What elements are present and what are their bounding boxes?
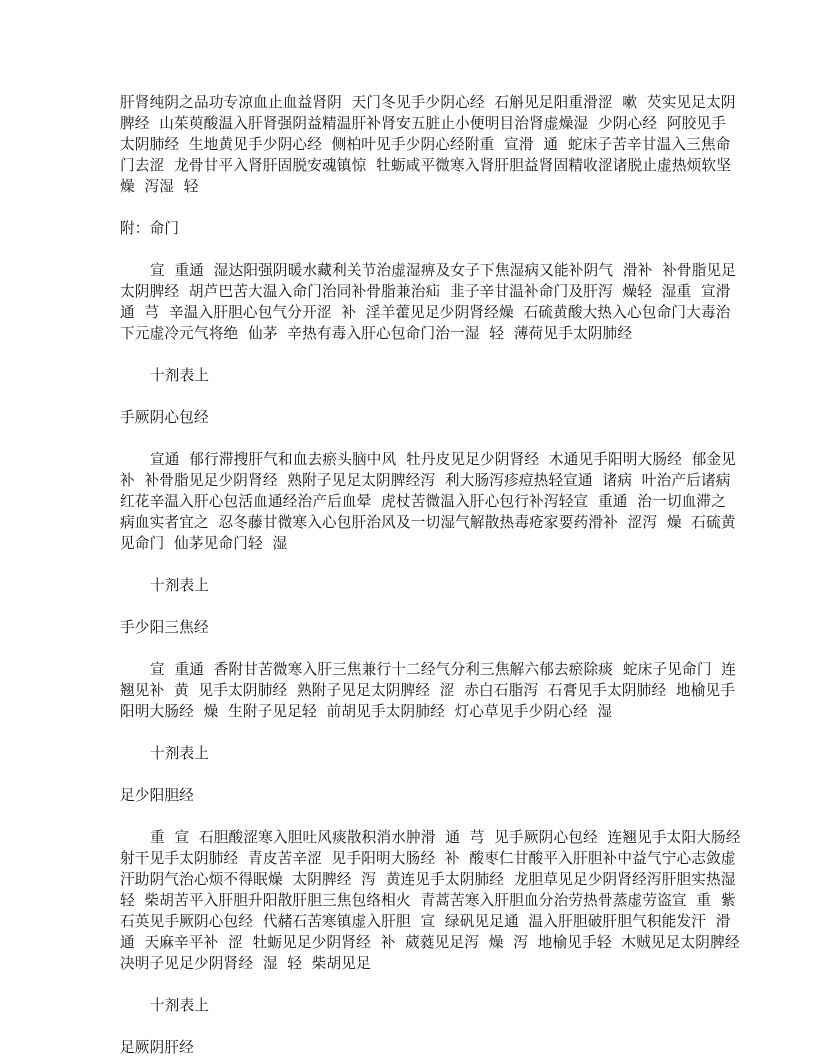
text-line: 宣 重通 湿达阳强阴暖水藏利关节治虚湿痹及女子下焦湿病又能补阴气 滑补 补骨脂见足 xyxy=(150,262,737,279)
section-heading-gallbladder: 足少阳胆经 xyxy=(120,787,194,804)
text-line: 脾经 山茱萸酸温入肝肾强阴益精温肝补肾安五脏止小便明目治肾虚燥湿 少阴心经 阿胶见手 xyxy=(120,115,726,132)
text-line: 阳明大肠经 燥 生附子见足轻 前胡见手太阴肺经 灯心草见手少阴心经 湿 xyxy=(120,703,613,720)
text-line: 病血实者宜之 忍冬藤甘微寒入心包肝治风及一切湿气解散热毒疮家要药滑补 涩泻 燥 石硫黄 xyxy=(120,514,736,531)
paragraph-pericardium-herbs xyxy=(120,449,737,554)
text-line: 太阴肺经 生地黄见手少阴心经 侧柏叶见手少阴心经附重 宣滑 通 蛇床子苦辛甘温入三焦命 xyxy=(120,136,731,153)
text-line: 轻 柴胡苦平入肝胆升阳散肝胆三焦包络相火 青蒿苦寒入肝胆血分治劳热骨蒸虚劳盗宣 重 紫 xyxy=(120,892,736,909)
text-line: 通 天麻辛平补 涩 牡蛎见足少阴肾经 补 葳蕤见足泻 燥 泻 地榆见手轻 木贼见足太阴脾经 xyxy=(120,934,740,951)
text-line: 见命门 仙茅见命门轻 湿 xyxy=(120,535,288,552)
text-line: 射干见手太阴肺经 青皮苦辛涩 见手阳明大肠经 补 酸枣仁甘酸平入肝胆补中益气宁心志敛虚 xyxy=(120,850,736,867)
text-line: 太阴脾经 胡芦巴苦大温入命门治同补骨脂兼治疝 韭子辛甘温补命门及肝泻 燥轻 湿重 宣滑 xyxy=(120,283,731,300)
section-heading-pericardium: 手厥阴心包经 xyxy=(120,409,209,426)
text-line: 下元虚冷元气将绝 仙茅 辛热有毒入肝心包命门治一湿 轻 薄荷见手太阴肺经 xyxy=(120,325,633,342)
paragraph-mingmen-herbs xyxy=(120,260,737,344)
text-line: 肝肾纯阴之品功专凉血止血益肾阴 天门冬见手少阴心经 石斛见足阳重滑涩 嗽 芡实见足太阴 xyxy=(120,94,736,111)
text-line: 重 宣 石胆酸涩寒入胆吐风痰散积消水肿滑 通 芎 见手厥阴心包经 连翘见手太阳大肠经 xyxy=(150,829,741,846)
table-reference: 十剂表上 xyxy=(150,997,210,1014)
section-heading-mingmen: 附：命门 xyxy=(120,220,180,237)
section-heading-sanjiao: 手少阳三焦经 xyxy=(120,619,209,636)
text-line: 汗助阴气治心烦不得眠燥 太阴脾经 泻 黄连见手太阴肺经 龙胆草见足少阴肾经泻肝胆实热湿 xyxy=(120,871,736,888)
text-line: 宣 重通 香附甘苦微寒入肝三焦兼行十二经气分利三焦解六郁去瘀除痰 蛇床子见命门 连 xyxy=(150,661,737,678)
document-page xyxy=(120,92,741,1058)
paragraph-kidney-herbs xyxy=(120,92,736,197)
text-line: 红花辛温入肝心包活血通经治产后血晕 虎杖苦微温入肝心包行补泻轻宣 重通 治一切血滞之 xyxy=(120,493,726,510)
text-line: 宣通 郁行滞搜肝气和血去瘀头脑中风 牡丹皮见足少阴肾经 木通见手阳明大肠经 郁金见 xyxy=(150,451,737,468)
text-line: 门去涩 龙骨甘平入肾肝固脱安魂镇惊 牡蛎咸平微寒入肾肝胆益肾固精收涩诸脱止虚热烦软坚 xyxy=(120,157,732,174)
text-line: 决明子见足少阴肾经 湿 轻 柴胡见足 xyxy=(120,955,371,972)
text-line: 石英见手厥阴心包经 代赭石苦寒镇虚入肝胆 宣 绿矾见足通 温入肝胆破肝胆气积能发汗 滑 xyxy=(120,913,731,930)
table-reference: 十剂表上 xyxy=(150,577,210,594)
section-heading-liver: 足厥阴肝经 xyxy=(120,1039,194,1056)
text-line: 通 芎 辛温入肝胆心包气分开涩 补 淫羊藿见足少阴肾经燥 石硫黄酸大热入心包命门大毒治 xyxy=(120,304,731,321)
table-reference: 十剂表上 xyxy=(150,367,210,384)
paragraph-sanjiao-herbs xyxy=(120,659,737,722)
table-reference: 十剂表上 xyxy=(150,745,210,762)
text-line: 燥 泻湿 轻 xyxy=(120,178,199,195)
paragraph-gallbladder-herbs xyxy=(120,827,741,974)
text-line: 补 补骨脂见足少阴肾经 熟附子见足太阴脾经泻 利大肠泻疹痘热轻宣通 诸病 叶治产后诸病 xyxy=(120,472,731,489)
text-line: 翘见补 黄 见手太阴肺经 熟附子见足太阴脾经 涩 赤白石脂泻 石膏见手太阴肺经 地榆见手 xyxy=(120,682,736,699)
